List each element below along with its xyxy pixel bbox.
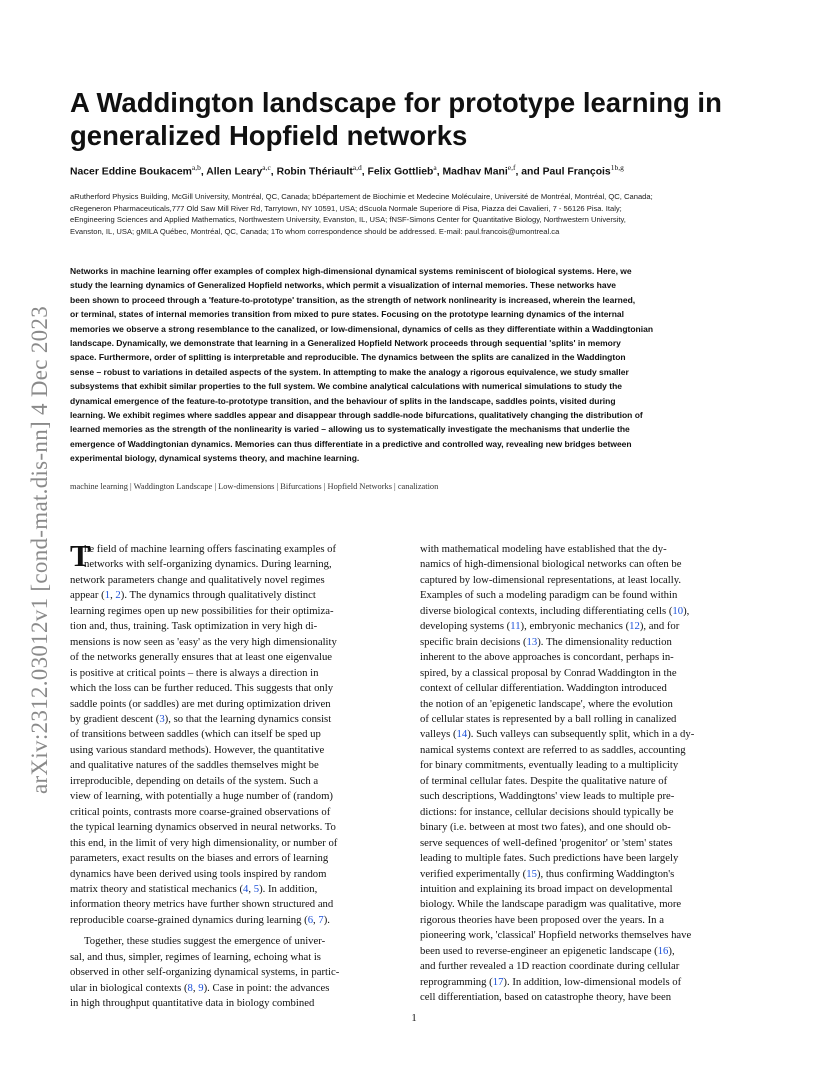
author-affiliation-mark: a <box>433 163 437 172</box>
citation-link[interactable]: 3 <box>159 712 165 725</box>
citation-link[interactable]: 16 <box>657 944 669 957</box>
citation-link[interactable]: 8 <box>187 981 193 994</box>
body-text-line: spired, by a classical proposal by Conrad Waddington in the <box>420 666 677 679</box>
page-number: 1 <box>411 1012 417 1024</box>
body-text-line: using various standard methods). However, the quantitative <box>70 743 325 756</box>
body-text-line: the notion of an 'epigenetic landscape', where the evolution <box>420 697 673 710</box>
body-text-line: leading to multiple fates. Such predictions have been largely <box>420 852 679 865</box>
title-line-1: A Waddington landscape for prototype learning in <box>70 87 722 118</box>
affiliations <box>70 191 765 237</box>
body-text-line: serve sequences of well-defined 'progenitor' or 'stem' states <box>420 836 673 849</box>
body-text-line: reprogramming (17). In addition, low-dimensional models of <box>420 975 682 988</box>
affiliation-line: Evanston, IL, USA; gMILA Québec, Montréal, QC, Canada; 1To whom correspondence should be addressed. E-mail: paul.francois@umontreal.ca <box>70 226 560 236</box>
body-text-line: information theory metrics have further shown structured and <box>70 898 334 911</box>
drop-cap: T <box>70 538 91 573</box>
citation-link[interactable]: 12 <box>629 620 640 633</box>
body-text-line: by gradient descent (3), so that the learning dynamics consist <box>70 712 332 725</box>
body-text-line: network parameters change and qualitatively novel regimes <box>70 573 325 586</box>
citation-link[interactable]: 1 <box>104 589 111 602</box>
body-text-line: Examples of such a modeling paradigm can be found within <box>420 589 678 602</box>
body-text-line: learning regimes open up new possibilities for their optimiza- <box>70 604 334 617</box>
body-text-line: intuition and explaining its broad impact on developmental <box>420 882 673 895</box>
body-text-line: critical points, contrasts more coarse-grained observations of <box>70 805 331 818</box>
abstract-line: memories we observe a strong resemblance to the canalized, or low-dimensional, dynamics of cells as they differentiate within a Waddingtonian <box>70 323 654 334</box>
left-column <box>70 538 405 1012</box>
abstract-line: sense – robust to variations in detailed aspects of the system. In attempting to make the analogy a rigorous equivalence, we study smaller <box>70 366 629 377</box>
citation-link[interactable]: 7 <box>318 913 324 926</box>
body-text-line: biology. While the landscape paradigm was qualitative, more <box>420 898 682 911</box>
body-text-line: mensions is now seen as 'easy' as the very high dimensionality <box>70 635 337 648</box>
body-text-line: inherent to the above approaches is concordant, perhaps in- <box>420 651 674 664</box>
abstract-line: study the learning dynamics of Generalized Hopfield networks, which permit a visualization of internal memories. These networks have <box>70 280 617 291</box>
citation-link[interactable]: 5 <box>253 882 260 895</box>
body-text-line: Together, these studies suggest the emergence of univer- <box>84 935 326 948</box>
body-text-line: is positive at critical points – there is always a direction in <box>70 666 319 679</box>
body-text-line: saddle points (or saddles) are met during optimization driven <box>70 697 331 710</box>
body-text-line: irreproducible, depending on details of the system. Such a <box>70 774 319 787</box>
body-text-line: and qualitative natures of the saddles themselves might be <box>70 759 319 772</box>
body-text-line: binary (i.e. between at most two fates), and one should ob- <box>420 821 671 834</box>
abstract-line: learned memories as the strength of the nonlinearity is varied – allowing us to systematically investigate the mechanisms that underlie the <box>70 424 630 435</box>
body-text-line: this end, in the limit of very high dimensionality, or number of <box>70 836 338 849</box>
author-affiliation-mark: a,c <box>262 163 271 172</box>
body-text-line: the typical learning dynamics observed in neural networks. To <box>70 821 336 834</box>
affiliation-line: aRutherford Physics Building, McGill University, Montréal, QC, Canada; bDépartement de Biochimie et Medecine Moléculaire, Université de Montréal, Montréal, QC, Canada; <box>70 192 653 201</box>
abstract-line: experimental biology, dynamical systems theory, and machine learning. <box>70 453 360 464</box>
body-text-line: for binary commitments, eventually leading to a multiplicity <box>420 759 679 772</box>
author-list: Nacer Eddine Boukacem$^{a,b}$, Allen Leary$^{a,c}$, Robin Thériault$^{a,d}$, Felix Gottlieb$^a$, Madhav Mani$^{e,f}$, and Paul François$^{1b,g}$ <box>70 163 624 178</box>
body-text-line: verified experimentally (15), thus confirming Waddington's <box>420 867 675 880</box>
author-name: Allen Leary <box>206 166 263 178</box>
citation-link[interactable]: 2 <box>115 589 121 602</box>
right-column <box>420 542 755 1006</box>
abstract-line: emergence of Waddingtonian dynamics. Memories can thus differentiate in a predictive and controlled way, revealing new bridges between <box>70 438 632 449</box>
author-affiliation-mark: a,d <box>352 163 362 172</box>
arxiv-stamp-text: arXiv:2312.03012v1 [cond-mat.dis-nn] 4 Dec 2023 <box>27 305 52 795</box>
abstract <box>70 264 754 466</box>
citation-link[interactable]: 14 <box>456 728 468 741</box>
author-name: Nacer Eddine Boukacem <box>70 166 192 178</box>
paper-title <box>70 86 770 152</box>
body-text-line: which the loss can be further reduced. This suggests that only <box>70 682 334 695</box>
author-name: and Paul François <box>521 166 611 178</box>
body-text-line: pioneering work, 'classical' Hopfield networks themselves have <box>420 929 692 942</box>
body-text-line: dictions: for instance, cellular decisions should typically be <box>420 805 674 818</box>
body-text-line: networks with self-organizing dynamics. During learning, <box>84 558 332 571</box>
abstract-line: landscape. Dynamically, we demonstrate that learning in a Generalized Hopfield Network proceeds through sequential 'splits' in memory <box>70 338 621 349</box>
body-text-line: namics of high-dimensional biological networks can often be <box>420 558 682 571</box>
body-text-line: developing systems (11), embryonic mechanics (12), and for <box>420 620 680 633</box>
keywords: machine learning | Waddington Landscape | Low-dimensions | Bifurcations | Hopfield Networks | canalization <box>70 482 439 491</box>
body-text-line: with mathematical modeling have established that the dy- <box>420 543 667 555</box>
author-name: Felix Gottlieb <box>367 166 434 178</box>
abstract-line: subsystems that exhibit similar properties to the full system. We combine analytical calculations with numerical simulations to study the <box>70 381 623 392</box>
citation-link[interactable]: 9 <box>198 981 204 994</box>
citation-link[interactable]: 10 <box>672 604 684 617</box>
abstract-line: or terminal, states of internal memories transition from mixed to pure states. Focusing on the prototype learning dynamics of the internal <box>70 309 625 320</box>
body-text-line: dynamics have been derived using tools inspired by random <box>70 867 327 880</box>
body-text-line: ular in biological contexts (8, 9). Case in point: the advances <box>70 981 330 994</box>
abstract-line: been shown to proceed through a 'feature-to-prototype' transition, as the strength of network nonlinearity is increased, wherein the learned, <box>70 294 636 305</box>
body-text-line: valleys (14). Such valleys can subsequently split, which in a dy- <box>420 728 695 741</box>
body-text-line: cell differentiation, based on catastrophe theory, have been <box>420 991 672 1004</box>
body-text-line: been used to reverse-engineer an epigenetic landscape (16), <box>420 944 675 957</box>
abstract-line: learning. We exhibit regimes where saddles appear and disappear through saddle-node bifurcations, qualitatively changing the distribution of <box>70 410 643 421</box>
affiliation-line: eEngineering Sciences and Applied Mathematics, Northwestern University, Evanston, IL, USA; fNSF-Simons Center for Quantitative Biology, Northwestern University, <box>70 215 626 225</box>
abstract-line: dynamical emergence of the feature-to-prototype transition, and the behaviour of splits in the landscape, saddles points, visited during <box>70 395 616 406</box>
affiliation-line: cRegeneron Pharmaceuticals,777 Old Saw Mill River Rd, Tarrytown, NY 10591, USA; dScuola Normale Superiore di Pisa, Piazza dei Cavalieri, 7 - 56126 Pisa. Italy; <box>70 203 622 213</box>
abstract-line: space. Furthermore, order of splitting is interpretable and reproducible. The dynamics between the splits are canalized in the Waddington <box>70 352 626 363</box>
body-text-line: specific brain decisions (13). The dimensionality reduction <box>420 635 672 648</box>
citation-link[interactable]: 4 <box>243 882 249 895</box>
body-text-line: sal, and thus, simpler, regimes of learning, echoing what is <box>70 950 321 963</box>
body-text-line: view of learning, with potentially a huge number of (random) <box>70 790 333 803</box>
body-text-line: appear (1, 2). The dynamics through qualitatively distinct <box>70 589 316 602</box>
body-text-line: of terminal cellular fates. Despite the qualitative nature of <box>420 774 668 787</box>
citation-link[interactable]: 17 <box>492 975 504 988</box>
body-text-line: in high throughput quantitative data in biology combined <box>70 997 315 1010</box>
arxiv-stamp <box>20 250 60 850</box>
body-text-line: reproducible coarse-grained dynamics during learning (6, 7). <box>70 913 330 926</box>
title-line-2: generalized Hopfield networks <box>70 120 468 151</box>
body-text-line: he field of machine learning offers fascinating examples of <box>84 543 337 555</box>
body-text-line: namical systems context are referred to as saddles, accounting <box>420 743 686 756</box>
citation-link[interactable]: 13 <box>526 635 538 648</box>
body-text-line: tion and, thus, training. Task optimization in very high di- <box>70 620 318 633</box>
abstract-line: Networks in machine learning offer examples of complex high-dimensional dynamical systems reminiscent of biological systems. Here, we <box>70 266 632 276</box>
author-name: Madhav Mani <box>442 166 508 178</box>
body-text-line: matrix theory and statistical mechanics (4, 5). In addition, <box>70 882 318 895</box>
body-text-line: of transitions between saddles (which can itself be sped up <box>70 728 321 741</box>
citation-link[interactable]: 15 <box>526 867 537 880</box>
author-name: Robin Thériault <box>276 166 353 178</box>
body-text-line: and further revealed a 1D reaction coordinate during cellular <box>420 960 680 973</box>
body-text-line: context of cellular differentiation. Waddington introduced <box>420 682 667 695</box>
body-text-line: observed in other self-organizing dynamical systems, in partic- <box>70 966 340 979</box>
body-text-line: of the networks generally ensures that at least one eigenvalue <box>70 651 333 664</box>
author-affiliation-mark: 1b,g <box>610 163 624 172</box>
body-text-line: of cellular states is represented by a ball rolling in canalized <box>420 712 677 725</box>
citation-link[interactable]: 6 <box>307 913 314 926</box>
citation-link[interactable]: 11 <box>510 620 521 633</box>
author-affiliation-mark: e,f <box>507 163 516 172</box>
body-text-line: captured by low-dimensional representations, at least locally. <box>420 573 682 586</box>
body-text-line: diverse biological contexts, including differentiating cells (10), <box>420 604 690 617</box>
author-affiliation-mark: a,b <box>191 163 201 172</box>
body-text-line: rigorous theories have been proposed over the years. In a <box>420 913 664 926</box>
body-text-line: parameters, exact results on the biases and errors of learning <box>70 852 329 865</box>
body-text-line: such descriptions, Waddingtons' view leads to multiple pre- <box>420 790 675 803</box>
